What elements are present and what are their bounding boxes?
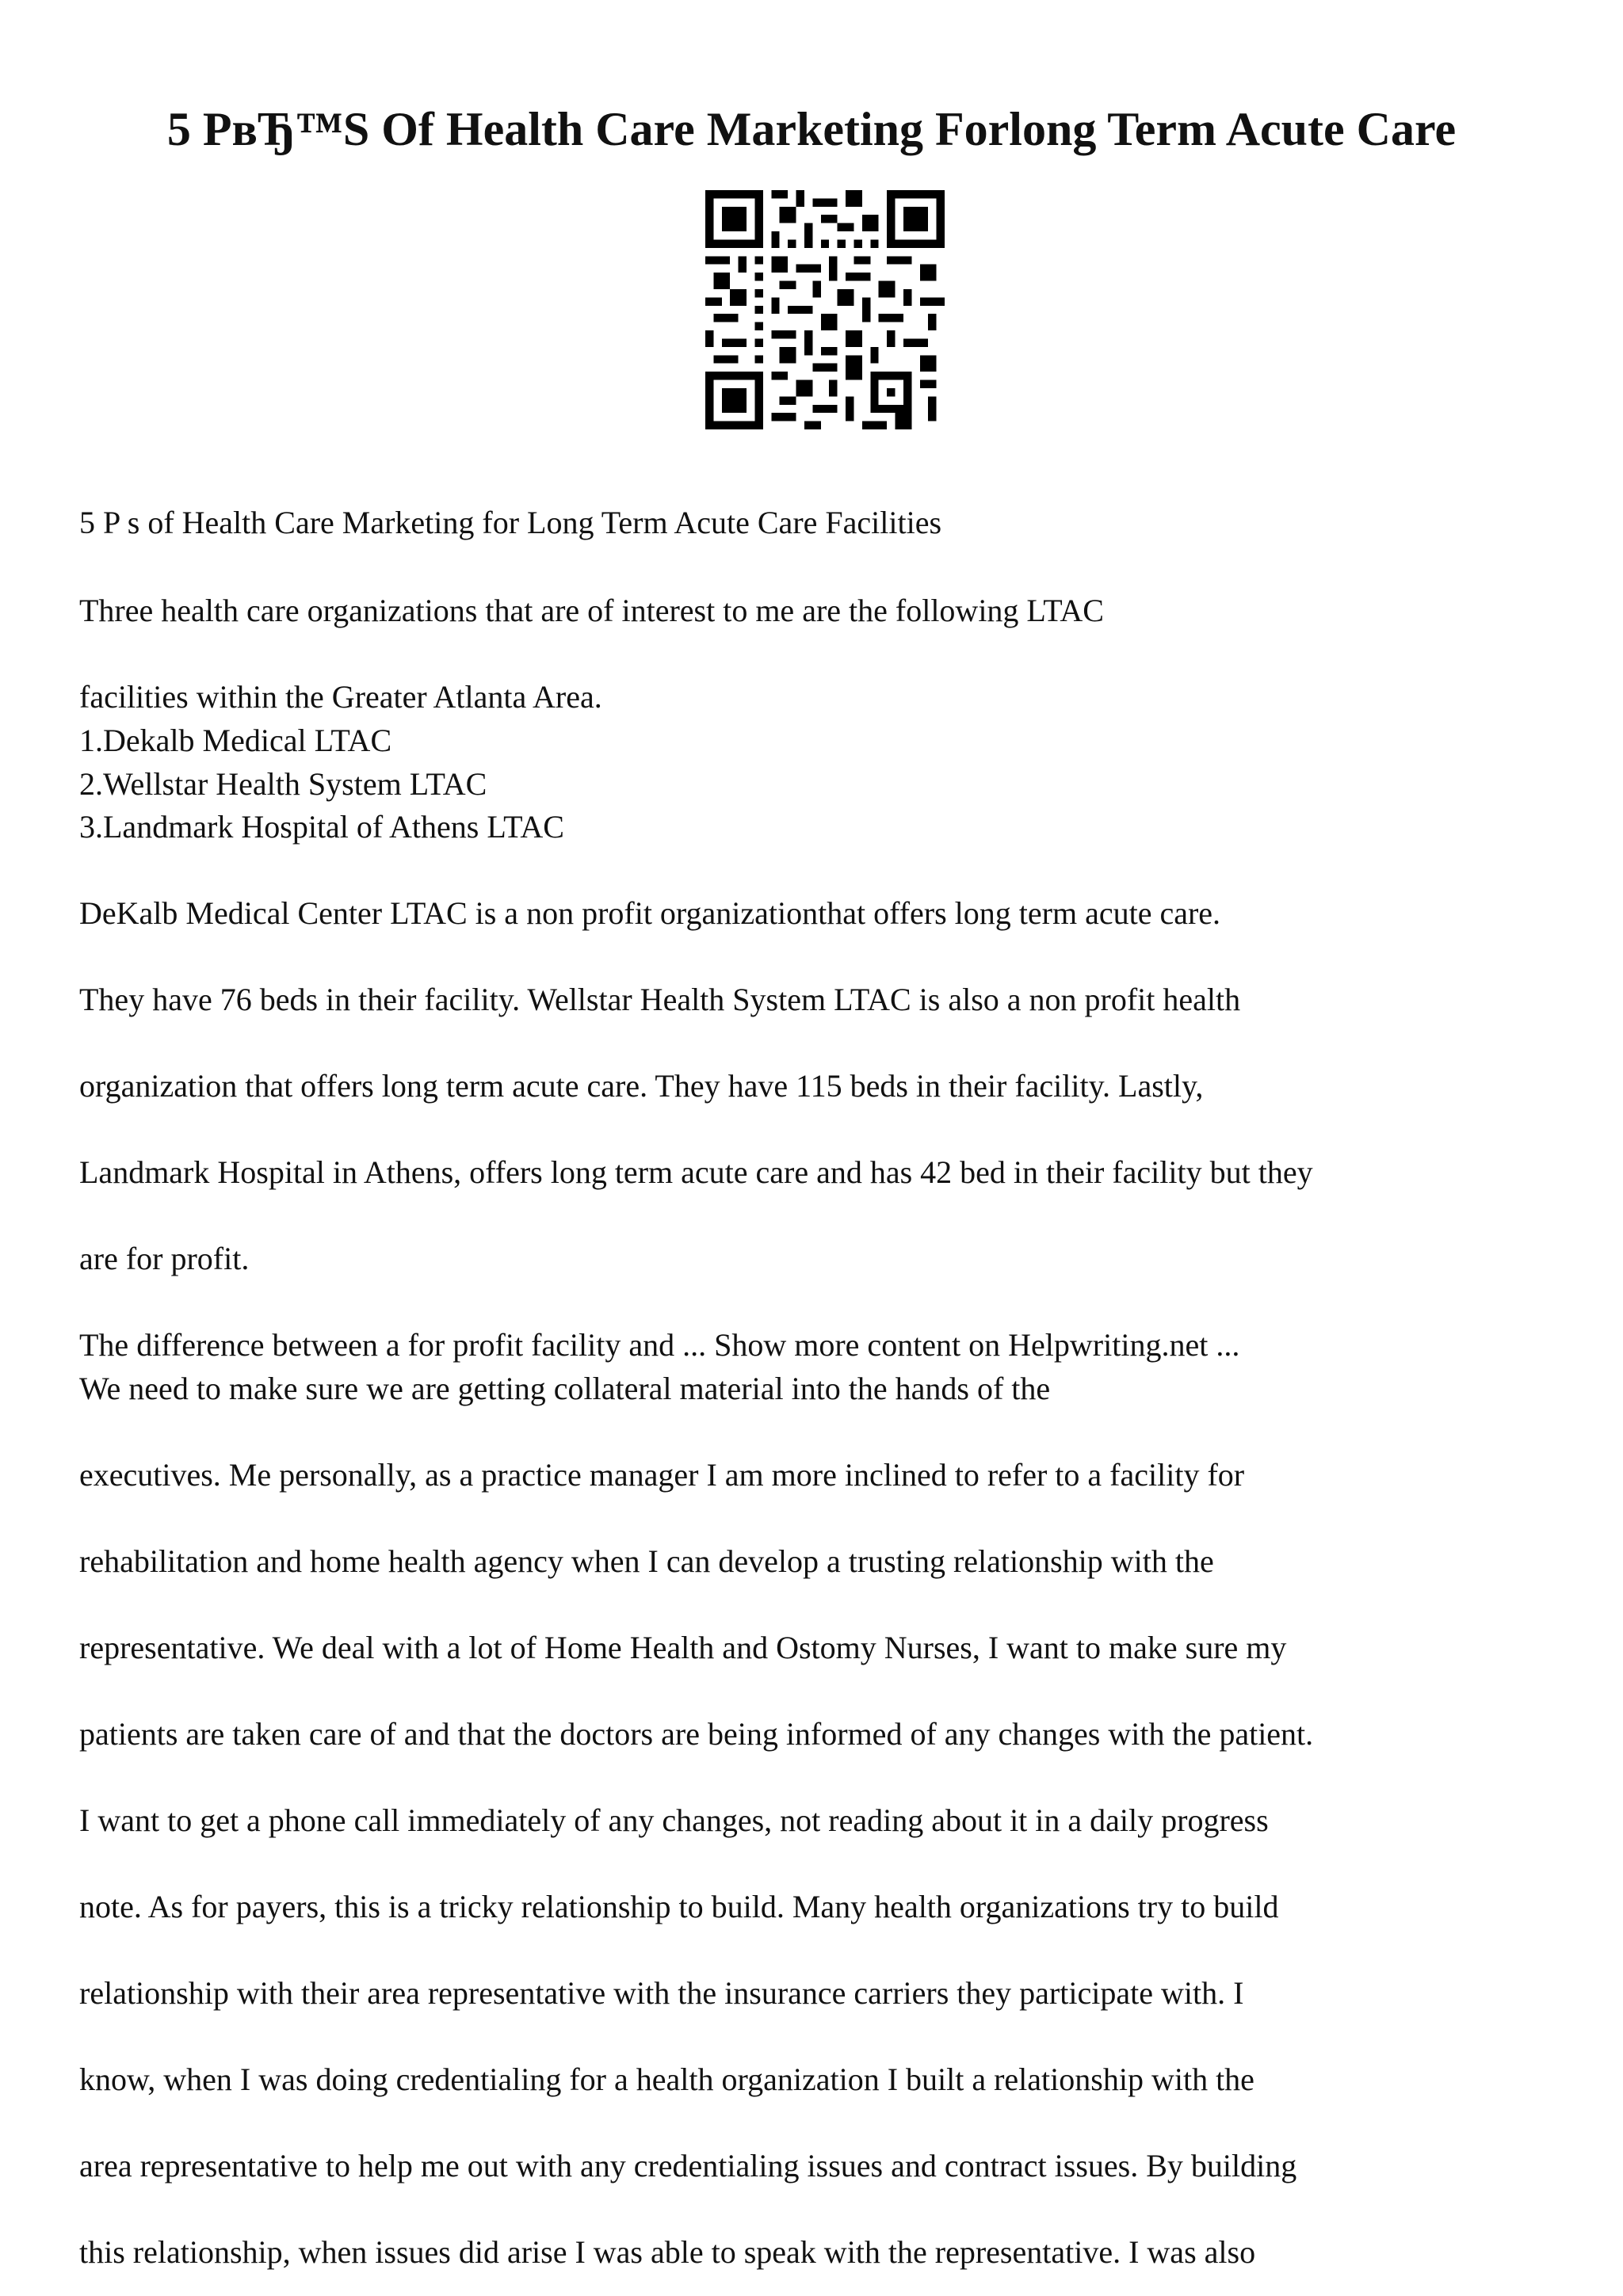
paragraph-line: facilities within the Greater Atlanta Area. [79,679,602,715]
paragraph-line: We need to make sure we are getting collateral material into the hands of the [79,1371,1051,1406]
paragraph-line: I want to get a phone call immediately of any changes, not reading about it in a daily progress [79,1802,1269,1838]
paragraph-line: DeKalb Medical Center LTAC is a non profit organizationthat offers long term acute care. [79,895,1221,931]
paragraph-line: rehabilitation and home health agency when I can develop a trusting relationship with the [79,1543,1214,1579]
list-item-landmark: 3.Landmark Hospital of Athens LTAC [79,809,564,845]
paragraph-line: this relationship, when issues did arise I was able to speak with the representative. I was also [79,2234,1256,2270]
paragraph-line: Landmark Hospital in Athens, offers long term acute care and has 42 bed in their facility but they [79,1154,1313,1190]
paragraph-line: representative. We deal with a lot of Home Health and Ostomy Nurses, I want to make sure my [79,1630,1287,1665]
paragraph-line: relationship with their area representative with the insurance carriers they participate with. I [79,1975,1244,2011]
paragraph-line: They have 76 beds in their facility. Wellstar Health System LTAC is also a non profit health [79,982,1241,1017]
paragraph-line: know, when I was doing credentialing for a health organization I built a relationship with the [79,2061,1254,2097]
subtitle-line: 5 P s of Health Care Marketing for Long Term Acute Care Facilities [79,505,942,540]
paragraph-line: organization that offers long term acute care. They have 115 beds in their facility. Lastly, [79,1068,1204,1104]
paragraph-line: are for profit. [79,1241,250,1276]
qr-code-icon [705,190,945,429]
show-more-line: The difference between a for profit facility and ... Show more content on Helpwriting.net ... [79,1327,1240,1363]
paragraph-line: area representative to help me out with any credentialing issues and contract issues. By building [79,2148,1297,2183]
list-item-wellstar: 2.Wellstar Health System LTAC [79,766,487,802]
paragraph-line: note. As for payers, this is a tricky relationship to build. Many health organizations try to build [79,1889,1279,1924]
paragraph-line: Three health care organizations that are of interest to me are the following LTAC [79,593,1104,628]
document-title: 5 PвЂ™S Of Health Care Marketing Forlong Term Acute Care [166,103,1457,155]
paragraph-line: executives. Me personally, as a practice manager I am more inclined to refer to a facility for [79,1457,1245,1493]
list-item-dekalb: 1.Dekalb Medical LTAC [79,723,392,758]
paragraph-line: patients are taken care of and that the doctors are being informed of any changes with the patient. [79,1716,1314,1752]
